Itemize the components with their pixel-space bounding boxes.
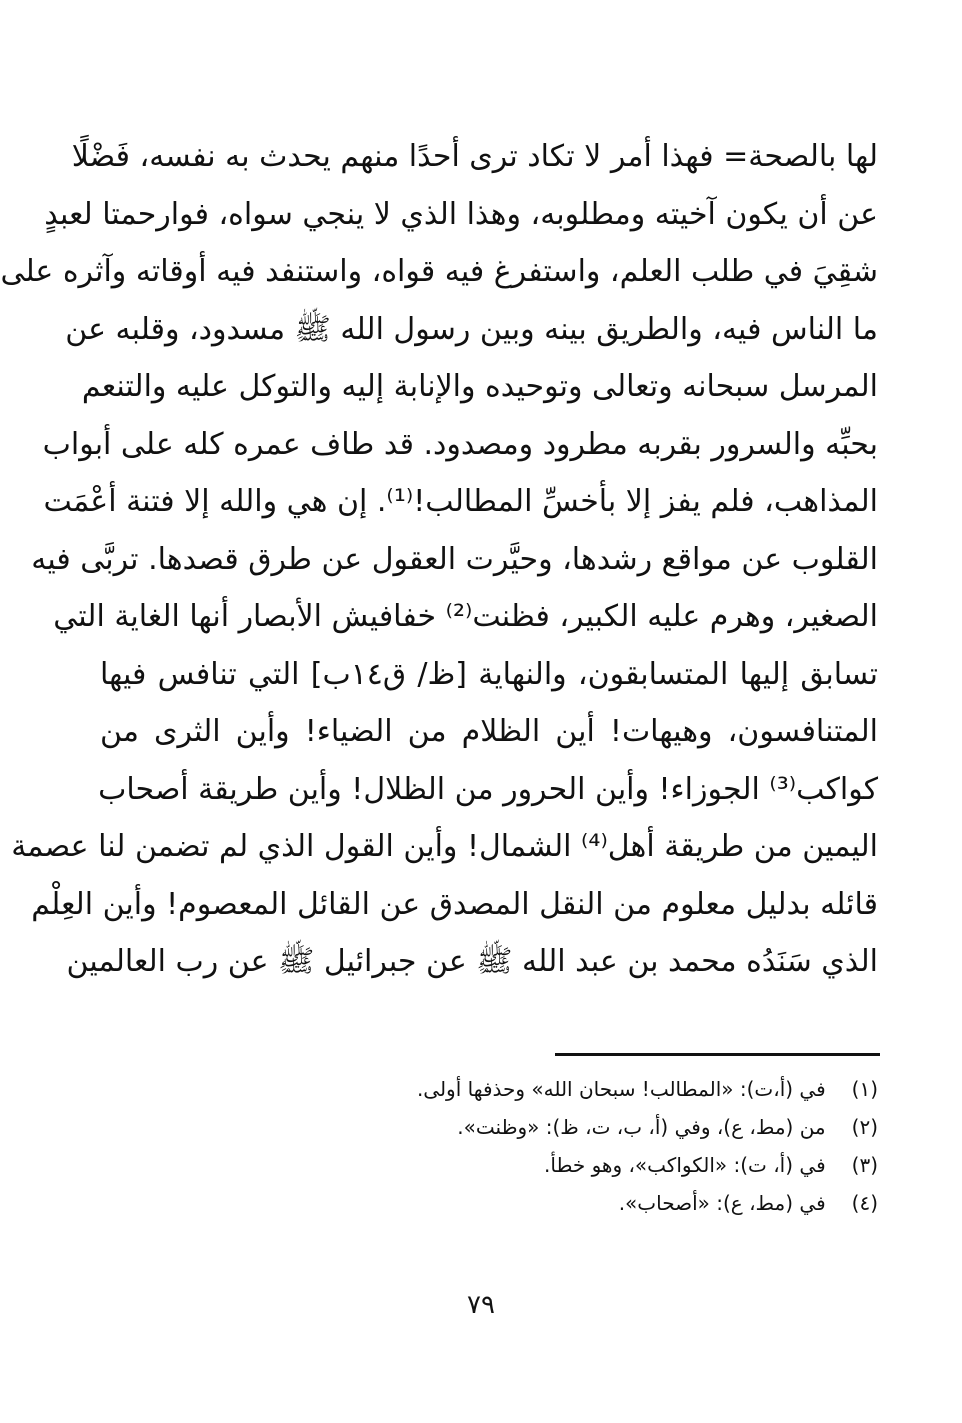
footnote-item <box>330 1184 878 1222</box>
text-line: تسابق إليها المتسابقون، والنهاية [ظ/ ق١٤ب] التي تنافس فيها <box>100 656 878 692</box>
footnote-item <box>330 1070 878 1108</box>
page-number: ٧٩ <box>467 1290 495 1320</box>
text-line: المذاهب، فلم يفز إلا بأخسِّ المطالب!⁽¹⁾. إن هي والله إلا فتنة أعْمَت <box>43 484 878 519</box>
footnote-text: من (مط، ع)، وفي (أ، ب، ت، ظ): «وظنت». <box>457 1115 826 1139</box>
text-line: الصغير، وهرم عليه الكبير، فظنت⁽²⁾ خفافيش الأبصار أنها الغاية التي <box>53 599 878 634</box>
text-line: قائله بدليل معلوم من النقل المصدق عن القائل المعصوم! وأين العِلْم <box>31 886 878 922</box>
text-line: شقِيَ في طلب العلم، واستفرغ فيه قواه، واستنفد فيه أوقاته وآثره على <box>0 254 878 289</box>
text-line: ما الناس فيه، والطريق بينه وبين رسول الله ﷺ مسدود، وقلبه عن <box>65 311 878 347</box>
footnote-number: (١) <box>851 1077 878 1101</box>
footnote-divider <box>555 1053 880 1056</box>
footnote-text: في (أ،ت): «المطالب! سبحان الله» وحذفها أولى. <box>416 1077 826 1101</box>
footnote-item <box>330 1146 878 1184</box>
text-line: اليمين من طريقة أهل⁽⁴⁾ الشمال! وأين القول الذي لم تضمن لنا عصمة <box>11 829 878 864</box>
text-line: لها بالصحة= فهذا أمر لا تكاد ترى أحدًا منهم يحدث به نفسه، فَضْلًا <box>71 139 878 174</box>
text-line: المرسل سبحانه وتعالى وتوحيده والإنابة إليه والتوكل عليه والتنعم <box>81 369 878 404</box>
text-line: المتنافسون، وهيهات! أين الظلام من الضياء! وأين الثرى من <box>100 714 878 749</box>
text-line: كواكب⁽³⁾ الجوزاء! وأين الحرور من الظلال! وأين طريقة أصحاب <box>98 771 878 807</box>
footnote-number: (٢) <box>851 1115 878 1139</box>
text-line: عن أن يكون آخيته ومطلوبه، وهذا الذي لا ينجي سواه، فوارحمتا لعبدٍ <box>44 196 878 232</box>
footnote-text: في (أ، ت): «الكواكب»، وهو خطأ. <box>544 1153 826 1177</box>
main-text-block <box>0 128 878 991</box>
footnotes-block <box>330 1070 878 1222</box>
footnote-item <box>330 1108 878 1146</box>
text-line: الذي سَنَدُه محمد بن عبد الله ﷺ عن جبرائيل ﷺ عن رب العالمين <box>66 944 878 979</box>
footnote-number: (٤) <box>851 1191 878 1215</box>
text-line: القلوب عن مواقع رشدها، وحيَّرت العقول عن طرق قصدها. تربَّى فيه <box>31 541 878 577</box>
text-line: بحبِّه والسرور بقربه مطرود ومصدود. قد طاف عمره كله على أبواب <box>42 426 878 462</box>
footnote-text: في (مط، ع): «أصحاب». <box>618 1191 826 1215</box>
footnote-number: (٣) <box>851 1153 878 1177</box>
